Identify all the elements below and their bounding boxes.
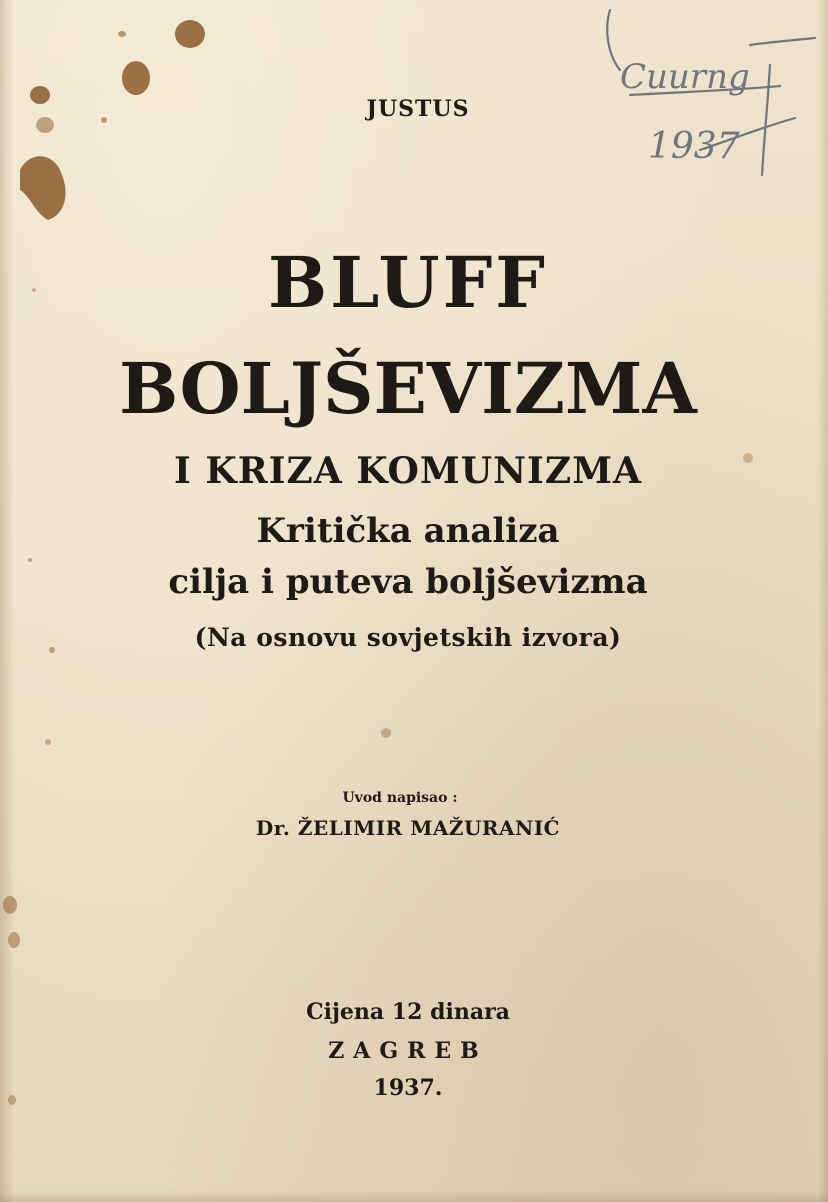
publication-year: 1937. — [373, 1075, 443, 1101]
subtitle-line-3: cilja i puteva boljševizma — [168, 562, 648, 602]
intro-label: Uvod napisao : — [342, 790, 458, 806]
subtitle-line-2: Kritička analiza — [256, 511, 560, 551]
intro-author: Dr. ŽELIMIR MAŽURANIĆ — [255, 816, 561, 840]
paper-edge-bottom — [0, 1190, 828, 1202]
price-label: Cijena 12 dinara — [306, 999, 510, 1025]
author-name: JUSTUS — [366, 96, 470, 122]
stain-spot — [381, 728, 391, 738]
pencil-annotation — [590, 0, 828, 200]
pencil-stroke — [607, 10, 620, 70]
stain-spot — [45, 739, 51, 745]
pencil-word: Cuurng — [620, 57, 750, 97]
title-line-2: BOLJŠEVIZMA — [119, 347, 697, 430]
subtitle-line-1: I KRIZA KOMUNIZMA — [174, 450, 642, 492]
stain-spot — [743, 453, 753, 463]
pencil-stroke — [750, 38, 815, 45]
stain-spot — [36, 117, 54, 133]
stain-spot — [101, 117, 107, 123]
subtitle-line-4: (Na osnovu sovjetskih izvora) — [194, 623, 622, 652]
city-label: ZAGREB — [328, 1038, 488, 1064]
paper-edge-left — [0, 0, 14, 1202]
stain-spot — [118, 31, 126, 37]
title-line-1: BLUFF — [268, 241, 548, 324]
stain-spot — [20, 156, 66, 220]
stain-spot — [122, 61, 150, 95]
stain-spot — [175, 20, 205, 48]
stain-spot — [30, 86, 50, 104]
pencil-stroke — [762, 65, 770, 175]
stain-spot — [32, 288, 36, 292]
stain-spot — [49, 647, 55, 653]
pencil-year: 1937 — [648, 126, 740, 167]
stain-spot — [28, 558, 32, 562]
